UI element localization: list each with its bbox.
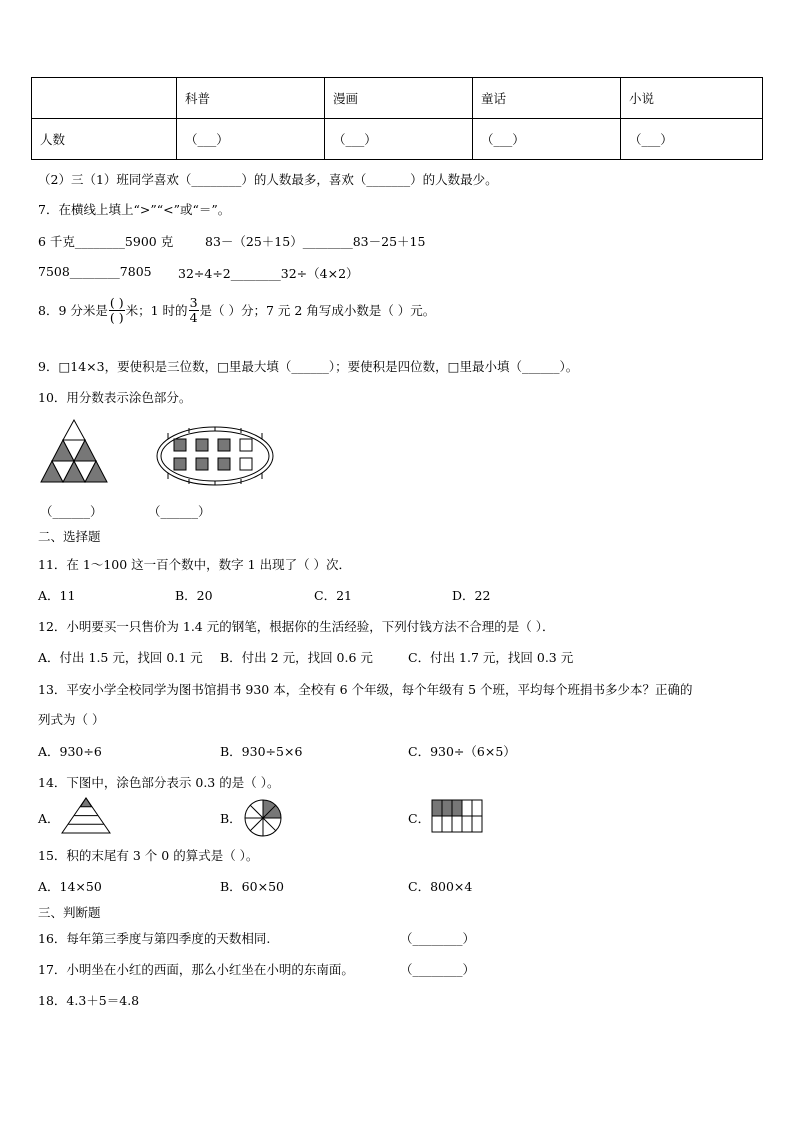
option-b[interactable]: B．20 [175, 588, 213, 603]
question-13-line1: 13．平安小学全校同学为图书馆捐书 930 本，全校有 6 个年级，每个年级有 5 个班，平均每个班捐书多少本？正确的 [38, 682, 693, 697]
question-8-rest: 是（ ）分；7 元 2 角写成小数是（ ）元。 [199, 303, 436, 319]
table-header-cell [32, 78, 177, 119]
shaded-triangle-figure [40, 418, 108, 486]
question-14: 14．下图中，涂色部分表示 0.3 的是（ ）。 [38, 775, 280, 790]
table-cell-blank[interactable]: （___） [473, 119, 621, 160]
section-heading: 三、判断题 [38, 905, 101, 920]
table-header-cell: 童话 [473, 78, 621, 119]
option-c[interactable]: C．930÷（6×5） [408, 744, 516, 759]
fraction-three-quarters [189, 296, 199, 325]
question-7-item: 32÷4÷2________32÷（4×2） [178, 266, 359, 281]
shaded-squares-ellipse-figure [155, 425, 275, 487]
option-a[interactable]: A．930÷6 [38, 744, 102, 759]
option-a[interactable]: A．11 [38, 588, 76, 603]
question-11: 11．在 1～100 这一百个数中，数字 1 出现了（ ）次． [38, 557, 352, 572]
option-a[interactable]: A．14×50 [38, 879, 102, 894]
question-13-line2: 列式为（ ） [38, 712, 105, 727]
option-b[interactable]: B．930÷5×6 [220, 744, 303, 759]
question-8-prefix: 8．9 分米是 [38, 303, 108, 319]
option-c-grid-figure[interactable] [430, 798, 484, 834]
survey-table [31, 77, 763, 160]
question-18: 18．4.3＋5＝4.8 [38, 993, 140, 1008]
option-c[interactable]: C．付出 1.7 元，找回 0.3 元 [408, 650, 574, 665]
table-header-cell: 小说 [621, 78, 763, 119]
fraction-denominator: 4 [189, 309, 198, 325]
table-row-label: 人数 [32, 119, 177, 160]
question-7-title: 7．在横线上填上“>”“<”或“＝”。 [38, 202, 231, 217]
fraction-numerator: ( ) [109, 295, 124, 310]
question-10-title: 10．用分数表示涂色部分。 [38, 390, 192, 405]
fraction-blank[interactable] [109, 296, 125, 325]
fraction-denominator: ( ) [109, 309, 124, 325]
answer-blank[interactable]: （________） [400, 962, 476, 977]
table-cell-blank[interactable]: （___） [177, 119, 325, 160]
table-cell-blank[interactable]: （___） [621, 119, 763, 160]
table-header-cell: 科普 [177, 78, 325, 119]
table-row [32, 119, 763, 160]
option-c[interactable]: C．21 [314, 588, 352, 603]
option-b[interactable]: B．60×50 [220, 879, 284, 894]
section-heading: 二、选择题 [38, 529, 101, 544]
option-c-label[interactable]: C． [408, 811, 431, 826]
answer-blank[interactable]: （______） [148, 504, 211, 519]
option-b[interactable]: B．付出 2 元，找回 0.6 元 [220, 650, 373, 665]
question-8 [38, 296, 435, 325]
question-15: 15．积的末尾有 3 个 0 的算式是（ ）。 [38, 848, 259, 863]
option-b-circle-figure[interactable] [243, 798, 283, 838]
option-a[interactable]: A．付出 1.5 元，找回 0.1 元 [38, 650, 203, 665]
question-6-2: （2）三（1）班同学喜欢（________）的人数最多，喜欢（_______）的人数最少。 [38, 172, 498, 187]
option-c[interactable]: C．800×4 [408, 879, 473, 894]
option-b-label[interactable]: B． [220, 811, 242, 826]
table-cell-blank[interactable]: （___） [325, 119, 473, 160]
option-d[interactable]: D．22 [452, 588, 491, 603]
question-7-item: 6 千克________5900 克 [38, 234, 174, 249]
fraction-numerator: 3 [189, 295, 198, 310]
question-16: 16．每年第三季度与第四季度的天数相同. [38, 931, 271, 946]
question-12: 12．小明要买一只售价为 1.4 元的钢笔，根据你的生活经验，下列付钱方法不合理的是（ ）． [38, 619, 555, 634]
option-a-triangle-figure[interactable] [60, 797, 112, 835]
answer-blank[interactable]: （________） [400, 931, 476, 946]
question-7-item: 7508________7805 [38, 264, 152, 279]
option-a-label[interactable]: A． [38, 811, 60, 826]
question-17: 17．小明坐在小红的西面，那么小红坐在小明的东南面。 [38, 962, 354, 977]
table-header-row [32, 78, 763, 119]
question-7-item: 83－（25＋15）________83－25＋15 [205, 234, 426, 249]
question-9: 9．□14×3，要使积是三位数，□里最大填（______）；要使积是四位数，□里最小填（______）。 [38, 359, 579, 374]
table-header-cell: 漫画 [325, 78, 473, 119]
answer-blank[interactable]: （______） [40, 504, 103, 519]
question-8-mid: 米；1 时的 [125, 303, 188, 319]
